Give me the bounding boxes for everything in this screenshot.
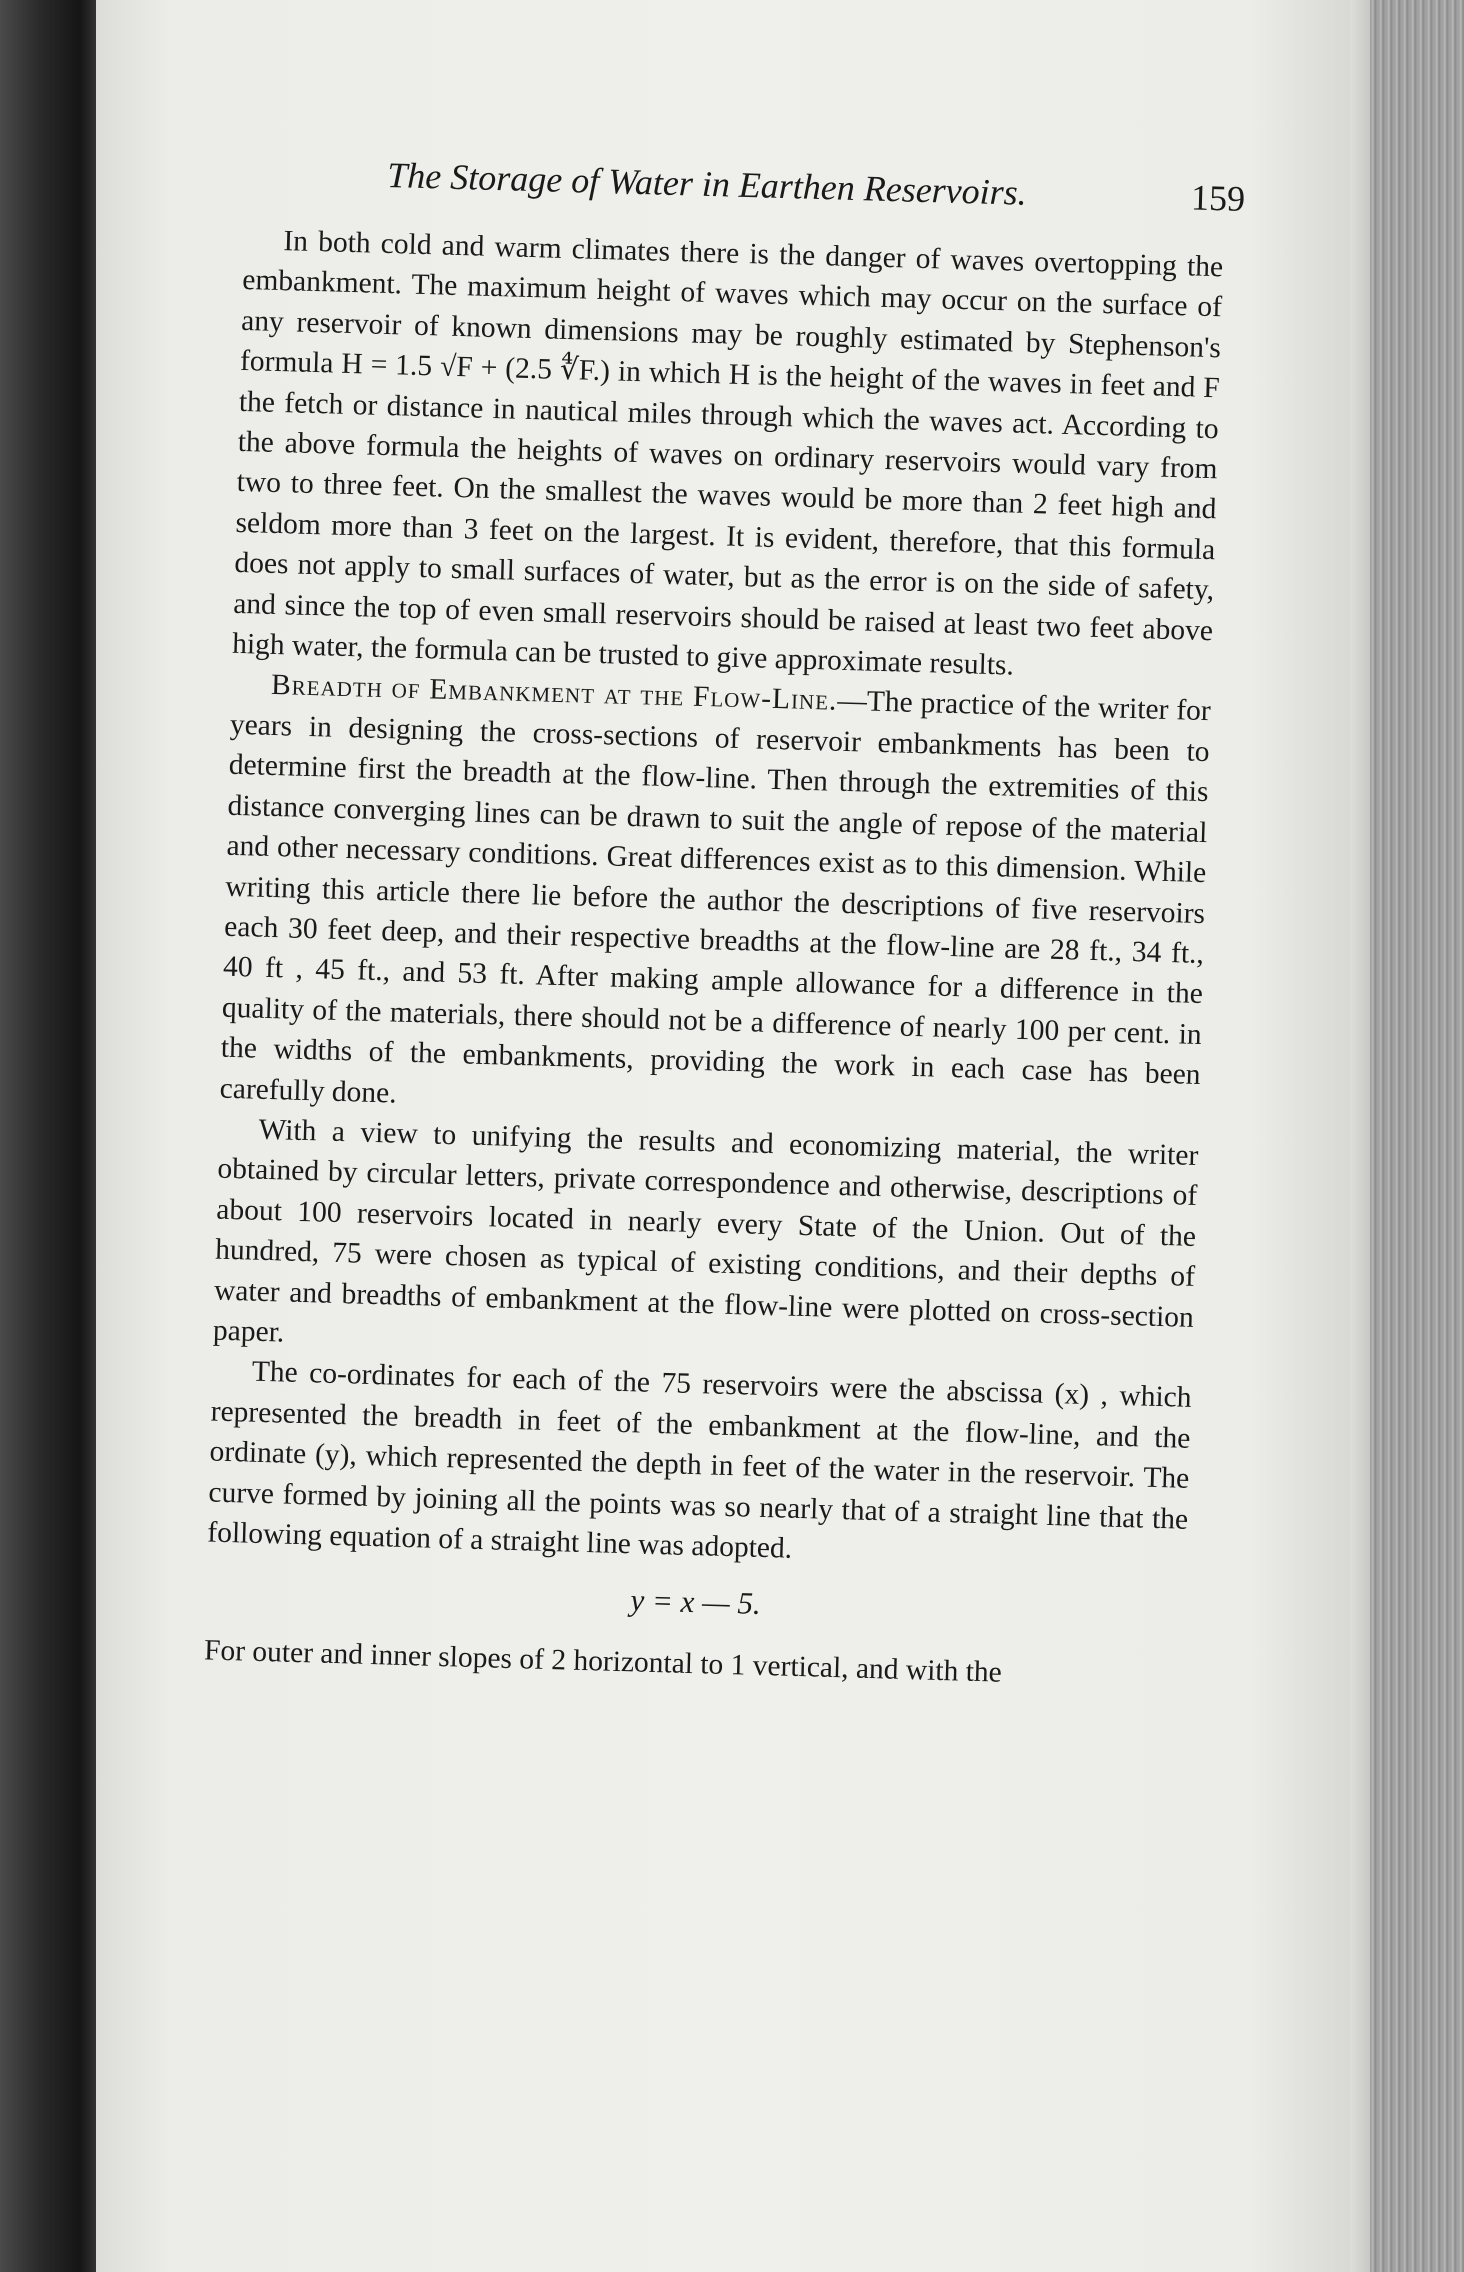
- closing-line: For outer and inner slopes of 2 horizontal to 1 vertical, and with the: [203, 1634, 1003, 1690]
- paragraph-unifying: With a view to unifying the results and economizing material, the writer obtained by circular letters, private correspondence and otherwise, descriptions of about 100 reservoirs located in nearly every State of the Union. Out of the hundred, 75 were chosen as typical of existing conditions, and their depths of water and breadths of embankment at the flow-line were plotted on cross-section paper.: [212, 1113, 1199, 1349]
- equation: y = x — 5.: [630, 1582, 762, 1622]
- section-heading: Breadth of Embankment at the Flow-Line.: [270, 669, 838, 718]
- text-block: [203, 150, 1246, 1698]
- paragraph-waves: In both cold and warm climates there is the danger of waves overtopping the embankment. The maximum height of waves which may occur on the surface of any reservoir of known dimensions may be roughly estimated by Stephenson's formula H = 1.5 √F + (2.5 ∜F.) in which H is the height of the waves in feet and F the fetch or distance in nautical miles through which the waves act. According to the above formula the heights of waves on ordinary reservoirs would vary from two to three feet. On the smallest the waves would be more than 2 feet high and seldom more than 3 feet on the largest. It is evident, therefore, that this formula does not apply to small surfaces of water, but as the error is on the side of safety, and since the top of even small reservoirs should be raised at least two feet above high water, the formula can be trusted to give approximate results.: [231, 225, 1224, 682]
- page-number: 159: [1190, 177, 1246, 219]
- book-gutter: [0, 0, 100, 2272]
- page-edge-stack: [1370, 0, 1464, 2272]
- book-page: [96, 0, 1350, 2272]
- running-title: The Storage of Water in Earthen Reservoirs.: [386, 154, 1028, 213]
- paragraph-breadth: [219, 664, 1211, 1136]
- paragraph-breadth-text: —The practice of the writer for years in designing the cross-sections of reservoir embankments has been to determine first the breadth at the flow-line. Then through the extremities of this distance converging lines can be drawn to suit the angle of repose of the material and other necessary conditions. Great differences exist as to this dimension. While writing this article there lie before the author the descriptions of five reservoirs each 30 feet deep, and their respective breadths at the flow-line are 28 ft., 34 ft., 40 ft , 45 ft., and 53 ft. After making ample allowance for a difference in the quality of the materials, there should not be a difference of nearly 100 per cent. in the widths of the embankments, providing the work in each case has been carefully done.: [219, 685, 1212, 1110]
- paragraph-coordinates: The co-ordinates for each of the 75 reservoirs were the abscissa (x) , which represented the breadth in feet of the embankment at the flow-line, and the ordinate (y), which represented the depth in feet of the water in the reservoir. The curve formed by joining all the points was so nearly that of a straight line that the following equation of a straight line was adopted.: [206, 1356, 1192, 1565]
